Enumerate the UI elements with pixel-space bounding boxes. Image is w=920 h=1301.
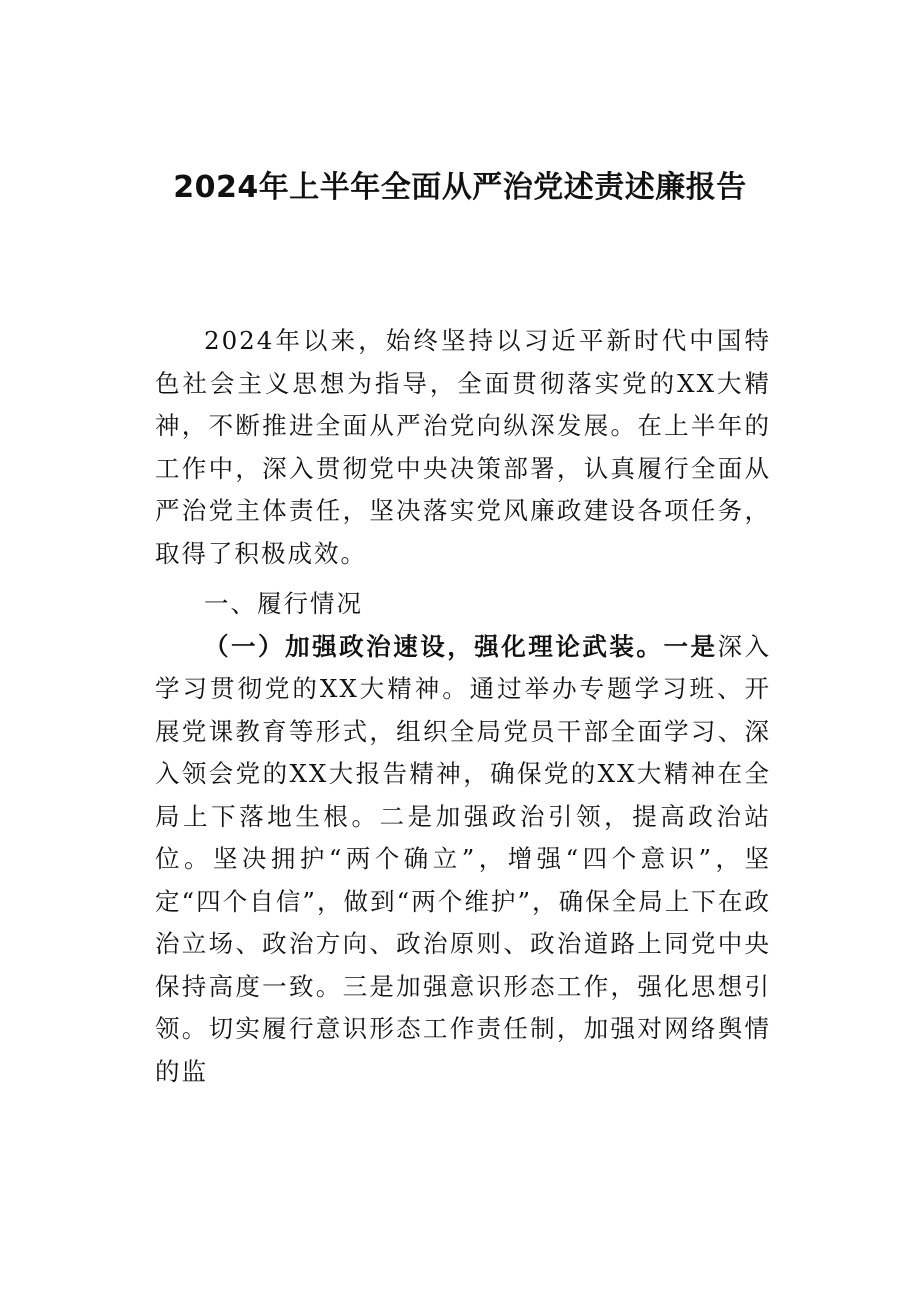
subsection-heading: （一）加强政治速设，强化理论武装。 [204, 631, 664, 661]
intro-paragraph: 2024年以来，始终坚持以习近平新时代中国特色社会主义思想为指导，全面贯彻落实党的XX大精神，不断推进全面从严治党向纵深发展。在上半年的工作中，深入贯彻党中央决策部署，认真履行全面从严治党主体责任，坚决落实党风廉政建设各项任务，取得了积极成效。 [155, 326, 771, 568]
subsection-lead: 一是 [663, 631, 718, 661]
subsection-text: 深入学习贯彻党的XX大精神。通过举办专题学习班、开展党课教育等形式，组织全局党员干部全面学习、深入领会党的XX大报告精神，确保党的XX大精神在全局上下落地生根。二是加强政治引领，提高政治站位。坚决拥护“两个确立”，增强“四个意识”，坚定“四个自信”，做到“两个维护”，确保全局上下在政治立场、政治方向、政治原则、政治道路上同党中央保持高度一致。三是加强意识形态工作，强化思想引领。切实履行意识形态工作责任制，加强对网络舆情的监 [155, 631, 772, 1086]
subsection-paragraph [155, 626, 771, 1094]
document-title: 2024年上半年全面从严治党述责述廉报告 [173, 170, 747, 205]
section-heading: 一、履行情况 [204, 589, 363, 618]
document-body [155, 320, 771, 1093]
